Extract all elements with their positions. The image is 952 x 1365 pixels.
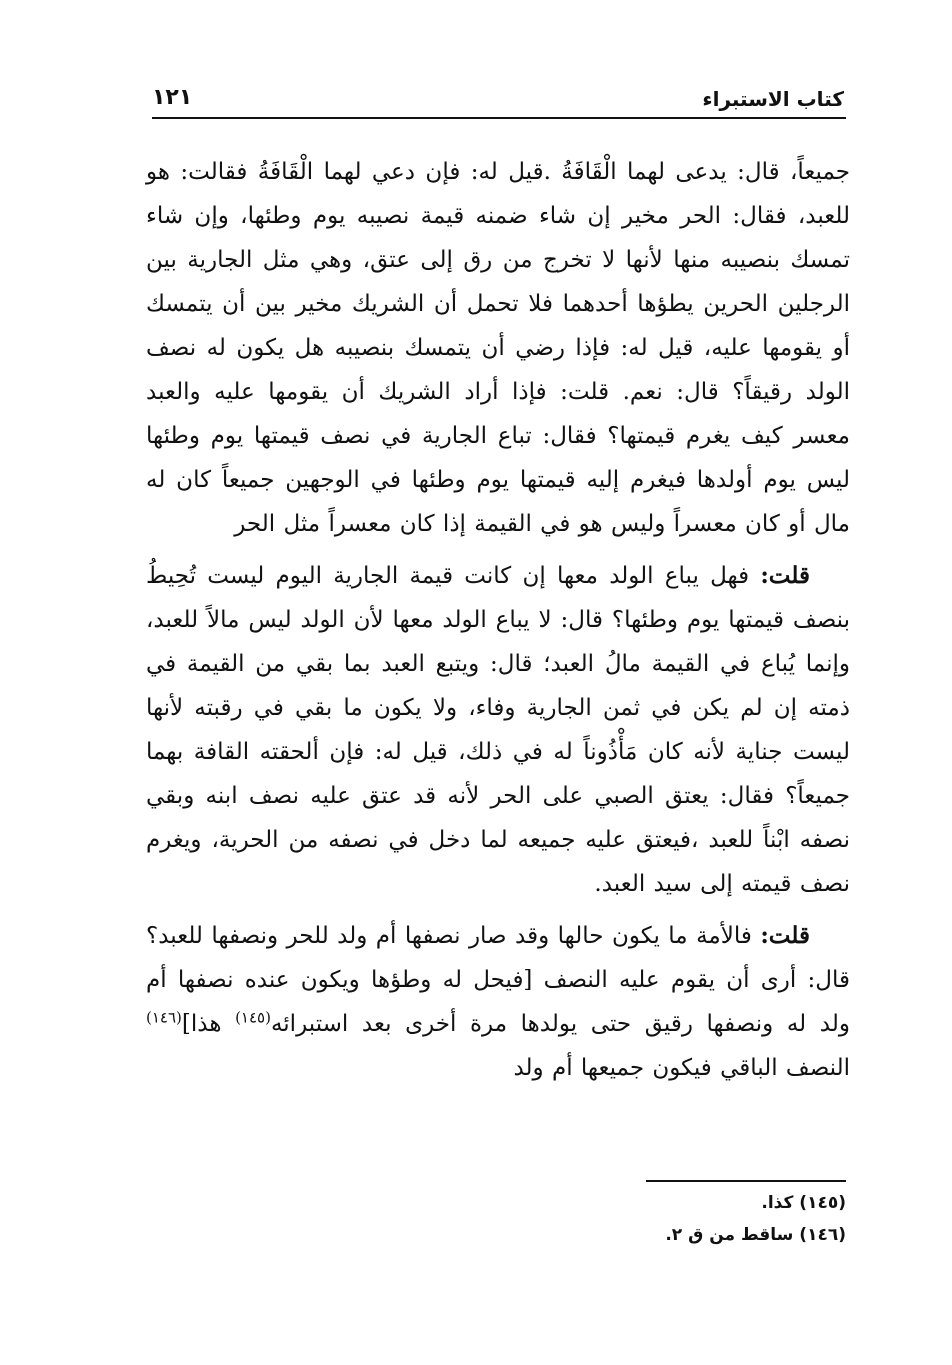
body-text <box>146 150 850 1098</box>
paragraph-3-text-b: هذا] <box>181 1011 236 1037</box>
paragraph-2 <box>146 554 850 906</box>
footnote-ref-145[interactable]: (١٤٥) <box>235 1008 271 1027</box>
footnote-ref-146[interactable]: (١٤٦) <box>146 1008 182 1027</box>
book-title: كتاب الاستبراء <box>702 87 844 111</box>
footnotes <box>152 1187 846 1251</box>
footnote-146: (١٤٦) ساقط من ق ٢. <box>665 1225 846 1245</box>
paragraph-2-lead: قلت: <box>760 562 810 589</box>
paragraph-3-text-c: النصف الباقي فيكون جميعها أم ولد <box>513 1055 850 1081</box>
paragraph-3 <box>146 914 850 1090</box>
page-number: ١٢١ <box>152 85 193 110</box>
paragraph-3-lead: قلت: <box>760 922 810 949</box>
paragraph-3-text-a: فالأمة ما يكون حالها وقد صار نصفها أم ولد للحر ونصفها للعبد؟ قال: أرى أن يقوم عليه النصف [فيحل له وطؤها ويكون عنده نصفها أم ولد له ونصفها رقيق حتى يولدها مرة أخرى بعد استبرائه <box>146 923 850 1037</box>
footnote-145: (١٤٥) كذا. <box>761 1193 846 1213</box>
running-head <box>152 80 844 120</box>
paragraph-2-text: فهل يباع الولد معها إن كانت قيمة الجارية اليوم ليست تُحِيطُ بنصف قيمتها يوم وطئها؟ قال: لا يباع الولد معها لأن الولد ليس مالاً للعبد، وإنما يُباع في القيمة مالُ العبد؛ قال: ويتبع العبد بما بقي من القيمة في ذمته إن لم يكن في ثمن الجارية وفاء، ولا يكون ما بقي في رقبته لأنها ليست جناية لأنه كان مَأْذُوناً له في ذلك، قيل له: فإن ألحقته القافة بهما جميعاً؟ فقال: يعتق الصبي على الحر لأنه قد عتق عليه نصف ابنه وبقي نصفه ابْناً للعبد ،فيعتق عليه جميعه لما دخل في نصفه من الحرية، ويغرم نصف قيمته إلى سيد العبد. <box>146 563 850 897</box>
footnote-rule <box>646 1180 846 1182</box>
paragraph-1: جميعاً، قال: يدعى لهما الْقَافَةُ .قيل له: فإن دعي لهما الْقَافَةُ فقالت: هو للعبد، فقال: الحر مخير إن شاء ضمنه قيمة نصيبه يوم وطئها، وإن شاء تمسك بنصيبه منها لأنها لا تخرج من رق إلى عتق، وهي مثل الجارية بين الرجلين الحرين يطؤها أحدهما فلا تحمل أن الشريك مخير بين أن يتمسك أو يقومها عليه، قيل له: فإذا رضي أن يتمسك بنصيبه هل يكون له نصف الولد رقيقاً؟ قال: نعم. قلت: فإذا أراد الشريك أن يقومها عليه والعبد معسر كيف يغرم قيمتها؟ فقال: تباع الجارية في نصف قيمتها يوم وطئها ليس يوم أولدها فيغرم إليه قيمتها يوم وطئها في الوجهين جميعاً كان له مال أو كان معسراً وليس هو في القيمة إذا كان معسراً مثل الحر <box>146 159 851 537</box>
header-rule <box>152 117 846 119</box>
